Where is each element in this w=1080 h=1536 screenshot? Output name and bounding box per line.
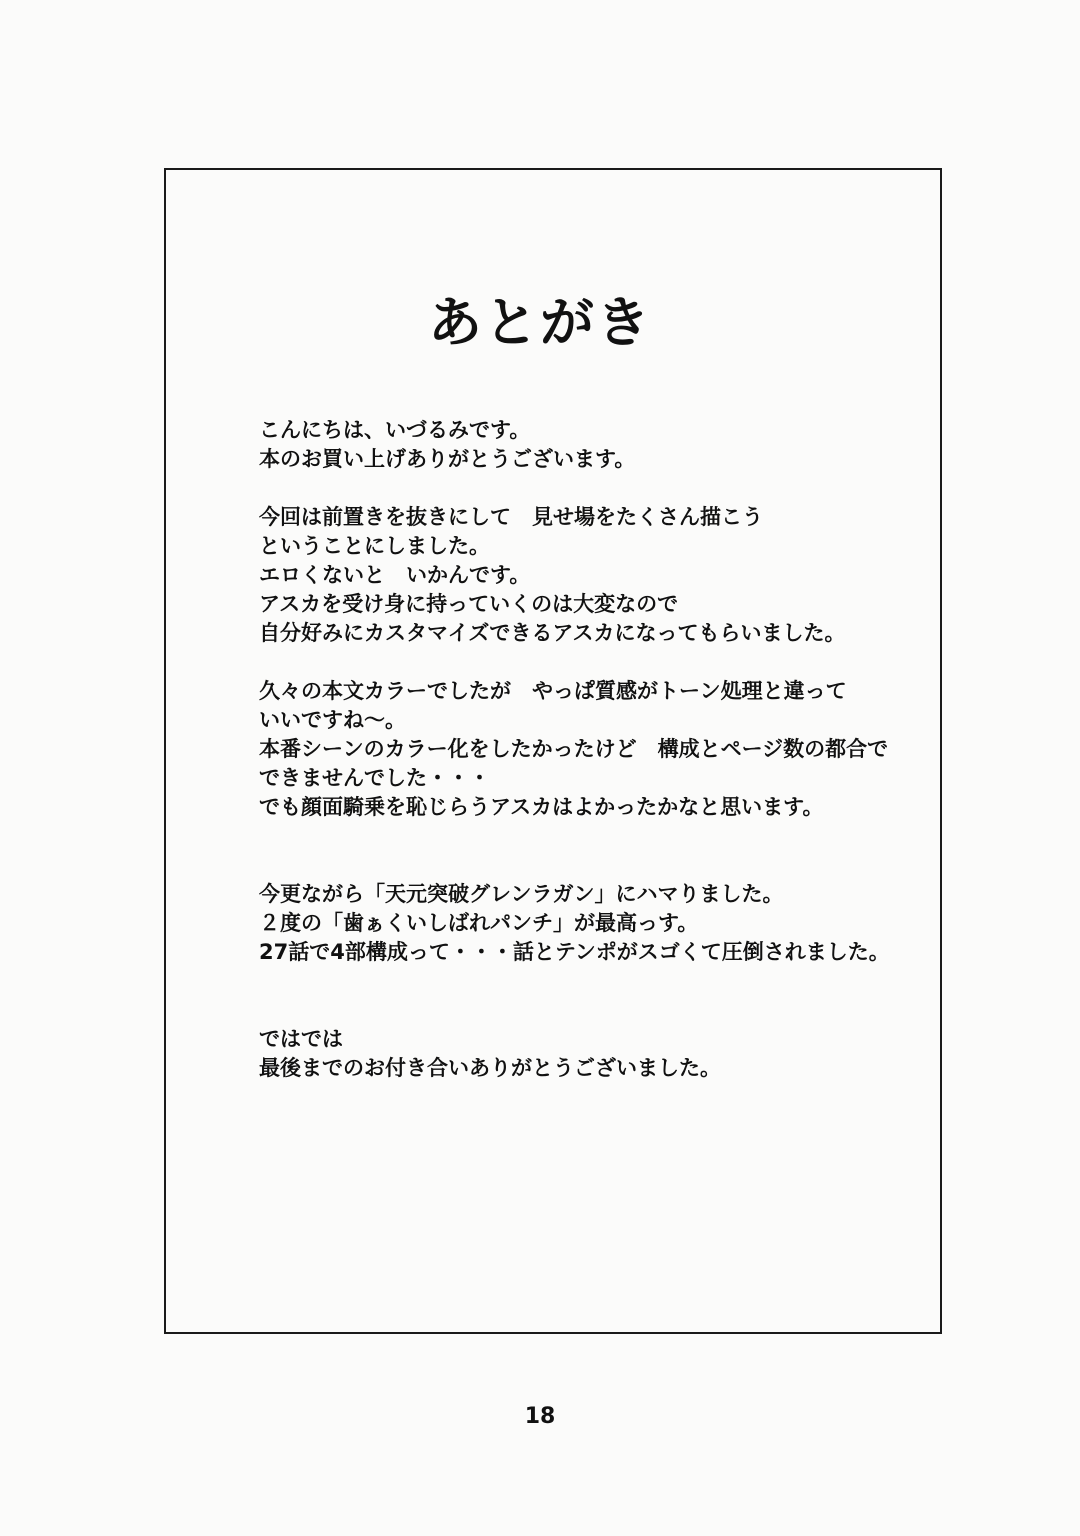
- text-line: 最後までのお付き合いありがとうございました。: [259, 1056, 721, 1080]
- text-line: 自分好みにカスタマイズできるアスカになってもらいました。: [259, 621, 846, 645]
- text-line: ２度の「歯ぁくいしばれパンチ」が最高っす。: [259, 911, 699, 935]
- text-line: 今回は前置きを抜きにして 見せ場をたくさん描こう: [259, 505, 763, 529]
- text-line: 本のお買い上げありがとうございます。: [259, 447, 636, 471]
- text-line: こんにちは、いづるみです。: [259, 418, 531, 442]
- paragraph-greeting: [259, 416, 931, 474]
- text-line: エロくないと いかんです。: [259, 563, 531, 587]
- paragraph-closing: [259, 1025, 931, 1083]
- text-line: ということにしました。: [259, 534, 490, 558]
- text-line: 27話で4部構成って・・・話とテンポがスゴくて圧倒されました。: [259, 940, 890, 964]
- text-line: でも顔面騎乗を恥じらうアスカはよかったかなと思います。: [259, 795, 824, 819]
- text-line: 久々の本文カラーでしたが やっぱ質感がトーン処理と違って: [259, 679, 847, 703]
- page-title: あとがき: [428, 291, 652, 354]
- page-number: 18: [524, 1404, 556, 1429]
- text-line: いいですね～。: [259, 708, 406, 732]
- text-line: 本番シーンのカラー化をしたかったけど 構成とページ数の都合で: [259, 737, 889, 761]
- paragraph-color: [259, 677, 931, 822]
- paragraph-this-time: [259, 503, 931, 648]
- paragraph-gurren-lagann: [259, 880, 931, 967]
- text-line: できませんでした・・・: [259, 766, 490, 790]
- text-line: ではでは: [259, 1027, 343, 1051]
- text-line: アスカを受け身に持っていくのは大変なので: [259, 592, 679, 616]
- afterword-body: [259, 416, 931, 1083]
- text-line: 今更ながら「天元突破グレンラガン」にハマりました。: [259, 882, 784, 906]
